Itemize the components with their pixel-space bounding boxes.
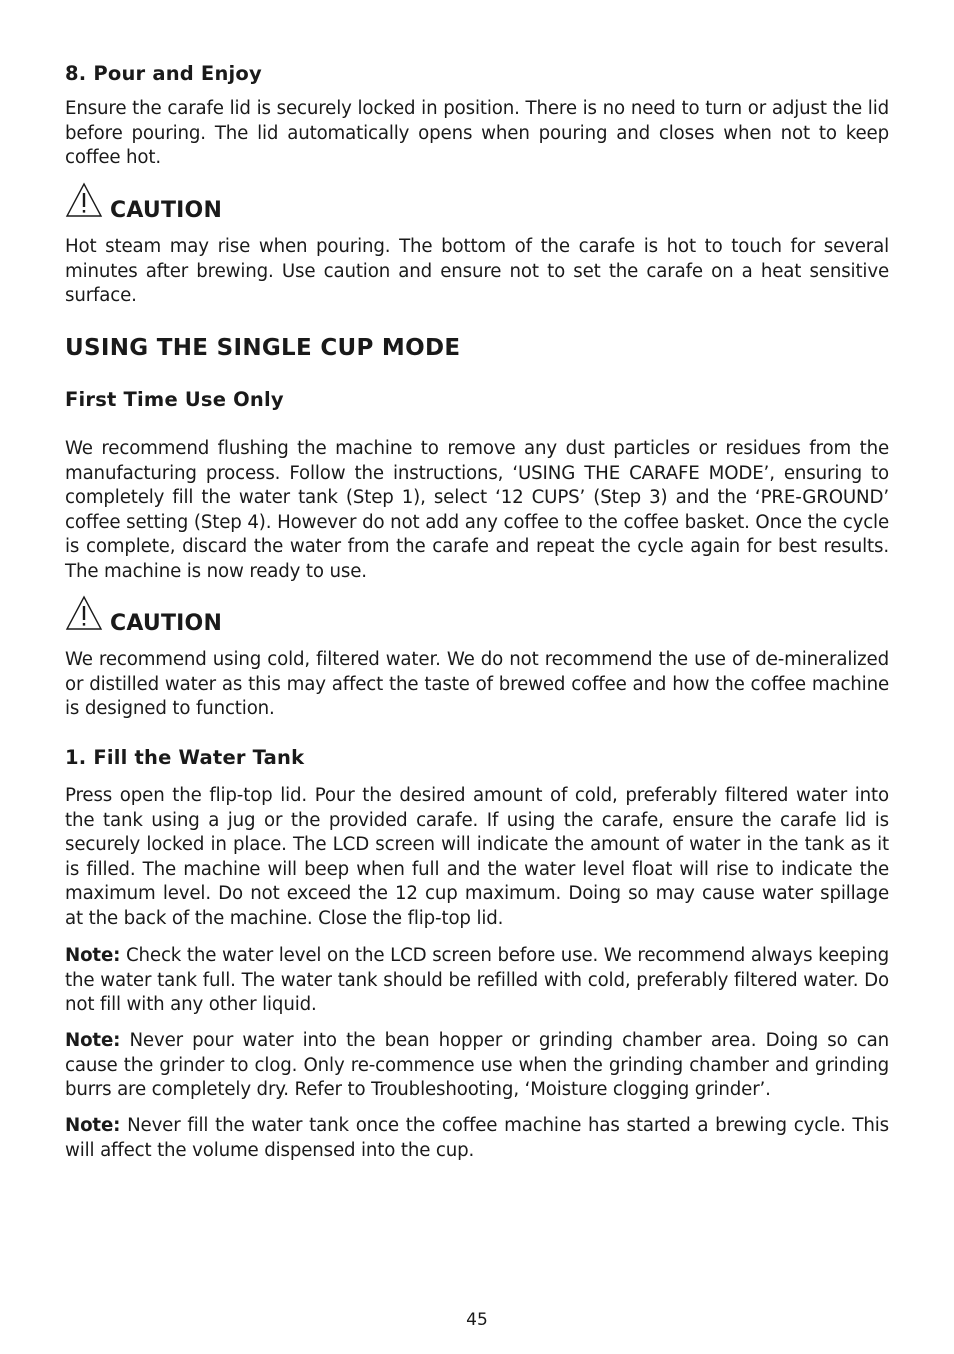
note-3 [65,1114,889,1163]
step-8-body: Ensure the carafe lid is securely locked in position. There is no need to turn or adjust the lid before pouring. The lid automatically opens when pouring and closes when not to keep coffee hot. [65,98,889,169]
note-label: Note: [65,945,121,966]
note-1 [65,944,889,1018]
warning-triangle-icon [65,182,103,218]
section-body: We recommend flushing the machine to remove any dust particles or residues from the manufacturing process. Follow the instructions, ‘USING THE CARAFE MODE’, ensuring to completely fill the water tank (Step 1), select ‘12 CUPS’ (Step 3) and the ‘PRE-GROUND’ coffee setting (Step 4). However do not add any coffee to the coffee basket. Once the cycle is complete, discard the water from the carafe and repeat the cycle again for best results. The machine is now ready to use. [65,438,889,582]
caution-label: CAUTION [110,198,223,223]
note-label: Note: [65,1030,121,1051]
section-title: USING THE SINGLE CUP MODE [65,335,461,361]
step-1-body: Press open the flip-top lid. Pour the desired amount of cold, preferably filtered water into the tank using a jug or the provided carafe. If using the carafe, ensure the carafe lid is securely locked in place. The LCD screen will indicate the amount of water in the tank as it is filled. The machine will beep when full and the water level float will rise to indicate the maximum level. Do not exceed the 12 cup maximum. Doing so may cause water spillage at the back of the machine. Close the flip-top lid. [65,785,889,929]
note-label: Note: [65,1115,121,1136]
step-1-heading: 1. Fill the Water Tank [65,746,305,769]
caution-1-body: Hot steam may rise when pouring. The bottom of the carafe is hot to touch for several minutes after brewing. Use caution and ensure not to set the carafe on a heat sensitive surface. [65,236,889,307]
caution-block-1 [65,182,365,224]
caution-label: CAUTION [110,611,223,636]
caution-block-2 [65,595,365,637]
note-text: Never fill the water tank once the coffee machine has started a brewing cycle. This will affect the volume dispensed into the cup. [65,1115,889,1161]
page-number: 45 [466,1310,488,1330]
note-text: Check the water level on the LCD screen before use. We recommend always keeping the water tank full. The water tank should be refilled with cold, preferably filtered water. Do not fill with any other liquid. [65,945,889,1016]
section-subheading: First Time Use Only [65,388,284,411]
note-text: Never pour water into the bean hopper or grinding chamber area. Doing so can cause the grinder to clog. Only re-commence use when the grinding chamber and grinding burrs are completely dry. Refer to Troubleshooting, ‘Moisture clogging grinder’. [65,1030,889,1101]
step-8-heading: 8. Pour and Enjoy [65,62,262,85]
warning-triangle-icon [65,595,103,631]
note-2 [65,1029,889,1103]
caution-2-body: We recommend using cold, filtered water. We do not recommend the use of de-mineralized or distilled water as this may affect the taste of brewed coffee and how the coffee machine is designed to function. [65,649,889,720]
